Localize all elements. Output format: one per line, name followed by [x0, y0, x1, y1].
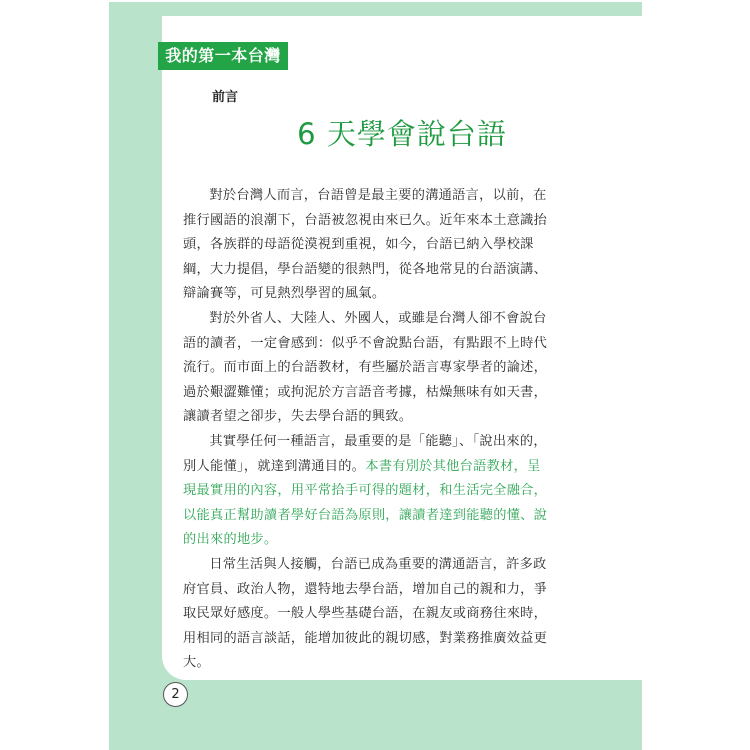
chapter-title: 6 天學會說台語: [297, 117, 507, 151]
body-text: [183, 184, 549, 676]
paragraph-4: 日常生活與人接觸，台語已成為重要的溝通語言，許多政府官員、政治人物，還特地去學台語，增加自己的親和力，爭取民眾好感度。一般人學些基礎台語，在親友或商務往來時，用相同的語言談話，能增加彼此的親切感，對業務推廣效益更大。: [183, 556, 548, 671]
page-number: 2: [163, 682, 188, 707]
paragraph-3-highlight: 本書有別於其他台語教材，呈現最實用的內容，用平常拾手可得的題材，和生活完全融合，以能真正幫助讀者學好台語為原則，讓讀者達到能聽的懂、說的出來的地步。: [183, 458, 548, 548]
paragraph-1: 對於台灣人而言，台語曾是最主要的溝通語言，以前，在推行國語的浪潮下，台語被忽視由來已久。近年來本土意識抬頭，各族群的母語從漠視到重視，如今，台語已納入學校課綱，大力提倡，學台語變的很熱門，從各地常見的台語演講、辯論賽等，可見熱烈學習的風氣。: [183, 188, 548, 302]
paragraph-2: 對於外省人、大陸人、外國人，或雖是台灣人卻不會說台語的讀者，一定會感到：似乎不會說點台語，有點跟不上時代流行。而市面上的台語教材，有些屬於語言專家學者的論述，過於艱澀難懂；或拘泥於方言語音考據，枯燥無味有如天書，讓讀者望之卻步，失去學台語的興致。: [183, 310, 548, 425]
paragraph-3-text: 其實學任何一種語言，最重要的是「能聽」、「說出來的，別人能懂」，就達到溝通目的。: [183, 433, 547, 474]
series-title-tab: 我的第一本台灣話: [158, 42, 288, 70]
section-label: 前言: [212, 90, 239, 105]
paragraph-3: [183, 430, 549, 553]
